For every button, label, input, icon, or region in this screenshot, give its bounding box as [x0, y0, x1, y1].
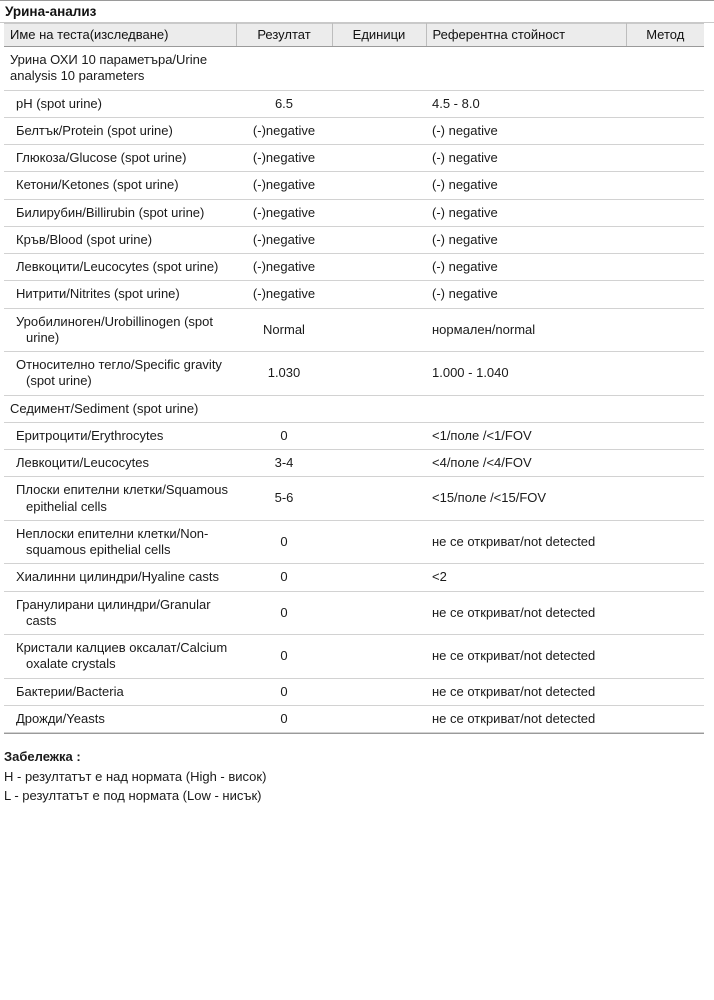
cell-method	[626, 145, 704, 172]
cell-units	[332, 422, 426, 449]
cell-method	[626, 90, 704, 117]
cell-units	[332, 90, 426, 117]
cell-units	[332, 591, 426, 635]
cell-method	[626, 520, 704, 564]
table-row	[4, 422, 704, 449]
table-row	[4, 172, 704, 199]
cell-units	[332, 635, 426, 679]
cell-test-name: Неплоски епителни клетки/Non-squamous epithelial cells	[4, 520, 236, 564]
table-bottom-rule	[4, 733, 704, 734]
cell-result: 0	[236, 520, 332, 564]
cell-reference: (-) negative	[426, 145, 626, 172]
note-line-low: L - резултатът е под нормата (Low - нисък)	[4, 787, 262, 803]
cell-reference: <4/поле /<4/FOV	[426, 450, 626, 477]
cell-units	[332, 172, 426, 199]
cell-units	[332, 145, 426, 172]
cell-test-name: Левкоцити/Leucocytes (spot urine)	[4, 254, 236, 281]
table-row	[4, 678, 704, 705]
table-header	[4, 24, 704, 47]
cell-test-name: Левкоцити/Leucocytes	[4, 450, 236, 477]
cell-result: 0	[236, 591, 332, 635]
cell-method	[626, 678, 704, 705]
cell-reference: нормален/normal	[426, 308, 626, 352]
cell-result: (-)negative	[236, 117, 332, 144]
cell-reference: (-) negative	[426, 199, 626, 226]
cell-test-name: Хиалинни цилиндри/Hyaline casts	[4, 564, 236, 591]
table-row	[4, 705, 704, 732]
column-header-units: Единици	[332, 24, 426, 47]
cell-result: 0	[236, 635, 332, 679]
cell-units	[332, 450, 426, 477]
cell-reference: не се откриват/not detected	[426, 678, 626, 705]
cell-result: 0	[236, 705, 332, 732]
cell-reference: не се откриват/not detected	[426, 520, 626, 564]
cell-method	[626, 395, 704, 422]
cell-units	[332, 705, 426, 732]
cell-reference: <1/поле /<1/FOV	[426, 422, 626, 449]
note-line-high: H - резултатът е над нормата (High - висок)	[4, 768, 267, 784]
cell-result: 1.030	[236, 352, 332, 396]
cell-test-name: Урина ОХИ 10 параметъра/Urine analysis 10 parameters	[4, 47, 236, 91]
table-row	[4, 117, 704, 144]
cell-reference: (-) negative	[426, 254, 626, 281]
cell-reference: 4.5 - 8.0	[426, 90, 626, 117]
cell-method	[626, 422, 704, 449]
table-header-row	[4, 24, 704, 47]
cell-test-name: Кръв/Blood (spot urine)	[4, 226, 236, 253]
cell-test-name: Белтък/Protein (spot urine)	[4, 117, 236, 144]
cell-method	[626, 308, 704, 352]
cell-reference: (-) negative	[426, 117, 626, 144]
cell-result: 0	[236, 564, 332, 591]
cell-test-name: Еритроцити/Erythrocytes	[4, 422, 236, 449]
cell-result: (-)negative	[236, 281, 332, 308]
cell-reference: не се откриват/not detected	[426, 591, 626, 635]
cell-units	[332, 226, 426, 253]
table-row	[4, 564, 704, 591]
cell-test-name: Гранулирани цилиндри/Granular casts	[4, 591, 236, 635]
cell-reference: не се откриват/not detected	[426, 705, 626, 732]
notes-title: Забележка :	[4, 749, 81, 764]
cell-reference: 1.000 - 1.040	[426, 352, 626, 396]
cell-units	[332, 117, 426, 144]
cell-reference: (-) negative	[426, 281, 626, 308]
cell-method	[626, 564, 704, 591]
cell-units	[332, 564, 426, 591]
table-row	[4, 477, 704, 521]
table-row	[4, 145, 704, 172]
table-row	[4, 254, 704, 281]
cell-units	[332, 281, 426, 308]
table-row	[4, 281, 704, 308]
cell-units	[332, 678, 426, 705]
cell-test-name: pH (spot urine)	[4, 90, 236, 117]
cell-test-name: Нитрити/Nitrites (spot urine)	[4, 281, 236, 308]
cell-test-name: Бактерии/Bacteria	[4, 678, 236, 705]
table-row	[4, 520, 704, 564]
cell-reference: <15/поле /<15/FOV	[426, 477, 626, 521]
cell-method	[626, 352, 704, 396]
cell-result: (-)negative	[236, 172, 332, 199]
cell-method	[626, 254, 704, 281]
cell-method	[626, 635, 704, 679]
table-row	[4, 199, 704, 226]
cell-method	[626, 117, 704, 144]
cell-reference: не се откриват/not detected	[426, 635, 626, 679]
section-title: Урина-анализ	[0, 0, 714, 23]
cell-method	[626, 591, 704, 635]
cell-test-name: Глюкоза/Glucose (spot urine)	[4, 145, 236, 172]
cell-units	[332, 308, 426, 352]
column-header-reference: Референтна стойност	[426, 24, 626, 47]
cell-test-name: Кетони/Ketones (spot urine)	[4, 172, 236, 199]
lab-results-table	[4, 23, 704, 733]
cell-result: 5-6	[236, 477, 332, 521]
cell-test-name: Относително тегло/Specific gravity (spot urine)	[4, 352, 236, 396]
cell-reference: <2	[426, 564, 626, 591]
cell-units	[332, 477, 426, 521]
cell-reference	[426, 395, 626, 422]
cell-test-name: Плоски епителни клетки/Squamous epithelial cells	[4, 477, 236, 521]
column-header-name: Име на теста(изследване)	[4, 24, 236, 47]
notes-block	[4, 748, 714, 806]
cell-result: 0	[236, 678, 332, 705]
cell-method	[626, 450, 704, 477]
cell-test-name: Билирубин/Billirubin (spot urine)	[4, 199, 236, 226]
cell-test-name: Дрожди/Yeasts	[4, 705, 236, 732]
cell-method	[626, 226, 704, 253]
cell-result	[236, 395, 332, 422]
table-row	[4, 226, 704, 253]
cell-method	[626, 172, 704, 199]
cell-units	[332, 47, 426, 91]
table-row	[4, 450, 704, 477]
table-row	[4, 308, 704, 352]
cell-reference: (-) negative	[426, 172, 626, 199]
column-header-method: Метод	[626, 24, 704, 47]
table-row	[4, 352, 704, 396]
cell-result: Normal	[236, 308, 332, 352]
cell-method	[626, 477, 704, 521]
column-header-result: Резултат	[236, 24, 332, 47]
cell-test-name: Кристали калциев оксалат/Calcium oxalate crystals	[4, 635, 236, 679]
cell-result: 6.5	[236, 90, 332, 117]
cell-result: (-)negative	[236, 254, 332, 281]
table-row	[4, 591, 704, 635]
cell-test-name: Уробилиноген/Urobillinogen (spot urine)	[4, 308, 236, 352]
cell-result	[236, 47, 332, 91]
cell-units	[332, 520, 426, 564]
cell-result: (-)negative	[236, 145, 332, 172]
table-row	[4, 47, 704, 91]
table-body	[4, 47, 704, 733]
cell-test-name: Седимент/Sediment (spot urine)	[4, 395, 236, 422]
cell-result: 0	[236, 422, 332, 449]
cell-result: (-)negative	[236, 226, 332, 253]
cell-units	[332, 199, 426, 226]
cell-method	[626, 705, 704, 732]
cell-units	[332, 395, 426, 422]
cell-method	[626, 47, 704, 91]
cell-method	[626, 281, 704, 308]
cell-method	[626, 199, 704, 226]
cell-reference	[426, 47, 626, 91]
cell-result: (-)negative	[236, 199, 332, 226]
cell-units	[332, 352, 426, 396]
table-row	[4, 395, 704, 422]
table-row	[4, 90, 704, 117]
cell-units	[332, 254, 426, 281]
cell-reference: (-) negative	[426, 226, 626, 253]
table-row	[4, 635, 704, 679]
cell-result: 3-4	[236, 450, 332, 477]
